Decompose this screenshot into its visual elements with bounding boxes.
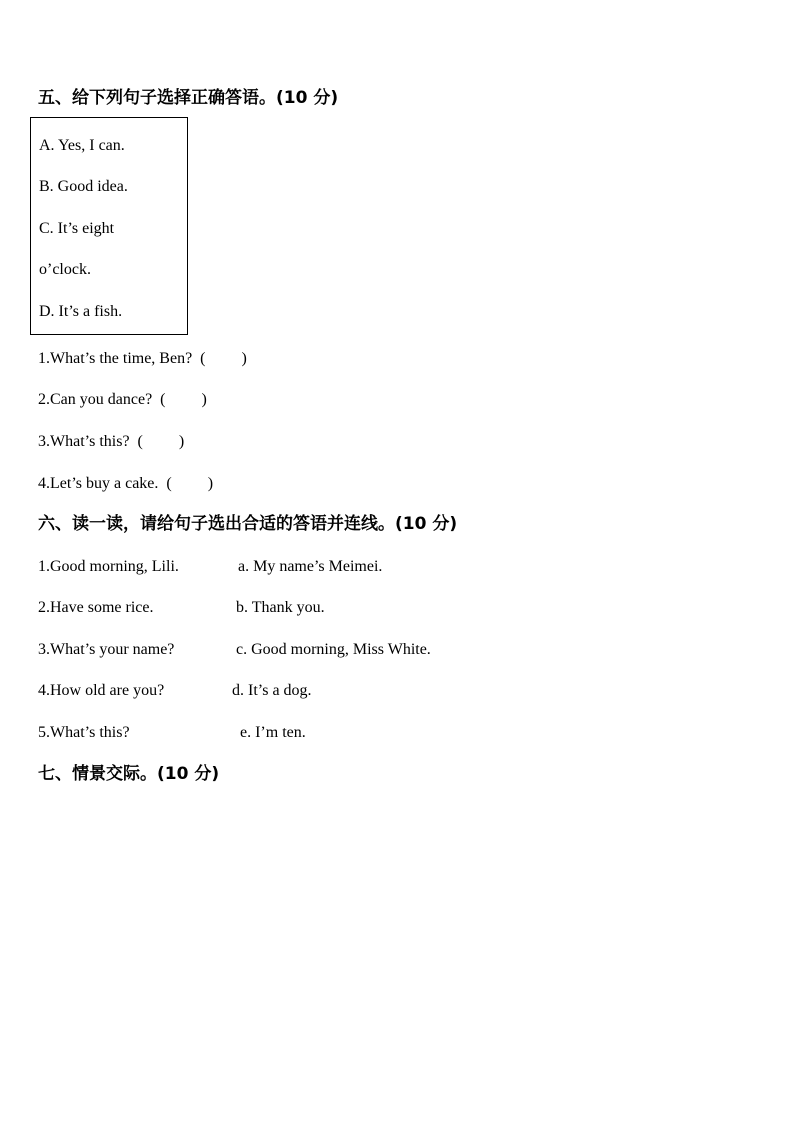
answer-options-box xyxy=(30,117,188,335)
match-left-3: 3.What’s your name? xyxy=(38,641,175,658)
match-left-2: 2.Have some rice. xyxy=(38,599,154,616)
option-d: D. It’s a fish. xyxy=(39,303,123,320)
option-a: A. Yes, I can. xyxy=(39,137,125,154)
question-3: 3.What’s this? ( ) xyxy=(38,433,185,450)
match-right-e: e. I’m ten. xyxy=(240,724,306,741)
match-left-1: 1.Good morning, Lili. xyxy=(38,558,179,575)
section-7-heading: 七、情景交际。(10 分) xyxy=(38,764,220,784)
option-c-continued: o’clock. xyxy=(39,261,91,278)
question-1: 1.What’s the time, Ben? ( ) xyxy=(38,350,247,367)
option-b: B. Good idea. xyxy=(39,178,128,195)
section-6-heading: 六、读一读，请给句子选出合适的答语并连线。(10 分) xyxy=(38,514,458,534)
option-c: C. It’s eight xyxy=(39,220,115,237)
question-4: 4.Let’s buy a cake. ( ) xyxy=(38,475,214,492)
section-5-heading: 五、给下列句子选择正确答语。(10 分) xyxy=(38,88,339,108)
match-right-c: c. Good morning, Miss White. xyxy=(236,641,431,658)
match-left-5: 5.What’s this? xyxy=(38,724,130,741)
match-right-d: d. It’s a dog. xyxy=(232,682,312,699)
match-left-4: 4.How old are you? xyxy=(38,682,165,699)
match-right-b: b. Thank you. xyxy=(236,599,325,616)
match-right-a: a. My name’s Meimei. xyxy=(238,558,383,575)
question-2: 2.Can you dance? ( ) xyxy=(38,391,207,408)
